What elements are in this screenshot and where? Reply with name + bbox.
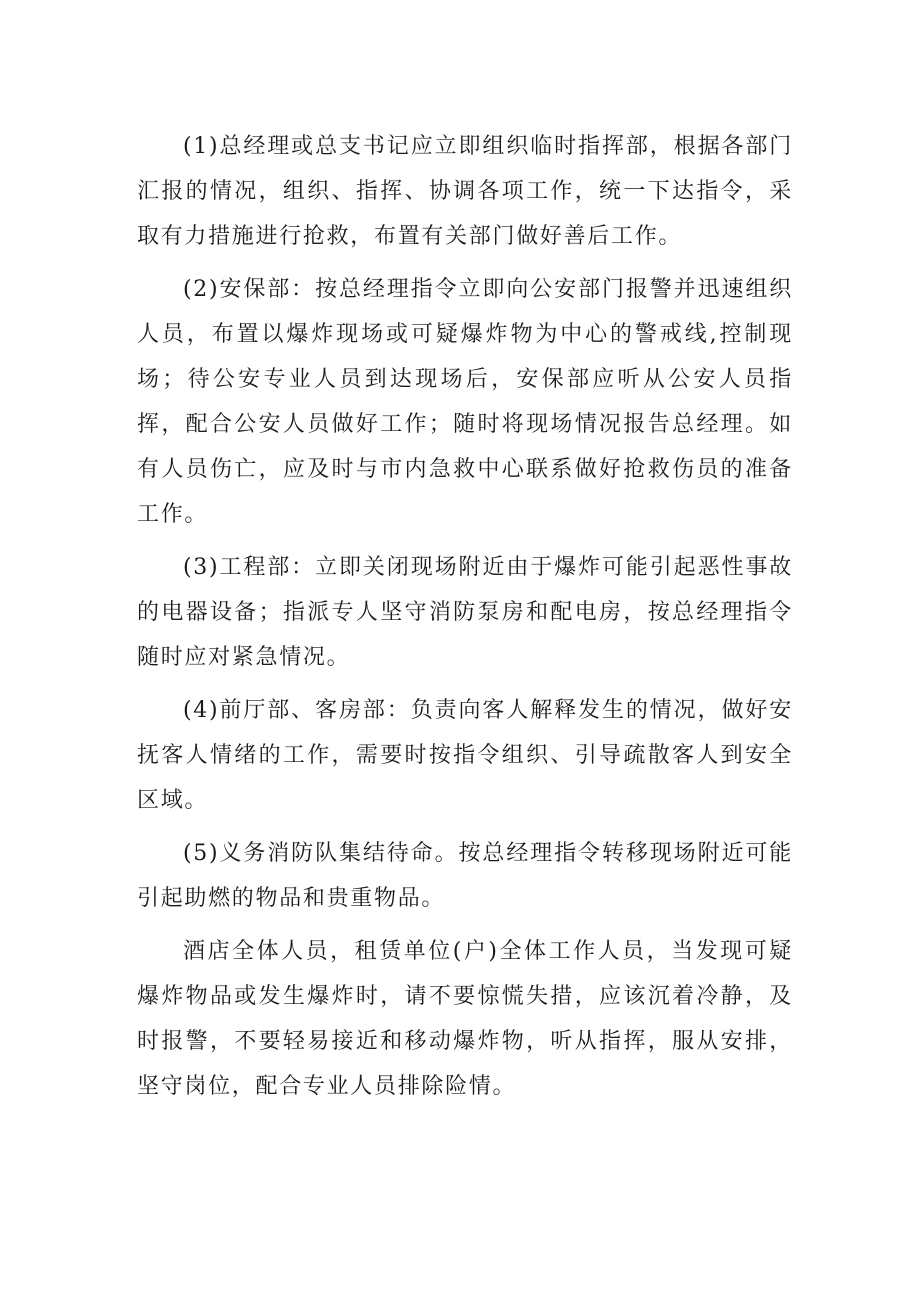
paragraph-general-manager: (1)总经理或总支书记应立即组织临时指挥部，根据各部门汇报的情况，组织、指挥、协调各项工作，统一下达指令，采取有力措施进行抢救，布置有关部门做好善后工作。 <box>137 134 793 249</box>
paragraph-all-staff: 酒店全体人员，租赁单位(户)全体工作人员，当发现可疑爆炸物品或发生爆炸时，请不要惊慌失措，应该沉着冷静，及时报警，不要轻易接近和移动爆炸物，听从指挥，服从安排，坚守岗位，配合专业人员排除险情。 <box>137 939 793 1099</box>
document-body <box>137 124 793 1117</box>
paragraph-front-office: (4)前厅部、客房部：负责向客人解释发生的情况，做好安抚客人情绪的工作，需要时按指令组织、引导疏散客人到安全区域。 <box>137 698 793 813</box>
paragraph-fire-brigade: (5)义务消防队集结待命。按总经理指令转移现场附近可能引起助燃的物品和贵重物品。 <box>137 841 793 911</box>
paragraph-engineering-dept: (3)工程部：立即关闭现场附近由于爆炸可能引起恶性事故的电器设备；指派专人坚守消防泵房和配电房，按总经理指令随时应对紧急情况。 <box>137 555 793 670</box>
paragraph-security-dept: (2)安保部：按总经理指令立即向公安部门报警并迅速组织人员，布置以爆炸现场或可疑爆炸物为中心的警戒线,控制现场；待公安专业人员到达现场后，安保部应听从公安人员指挥，配合公安人员做好工作；随时将现场情况报告总经理。如有人员伤亡，应及时与市内急救中心联系做好抢救伤员的准备工作。 <box>137 277 793 527</box>
